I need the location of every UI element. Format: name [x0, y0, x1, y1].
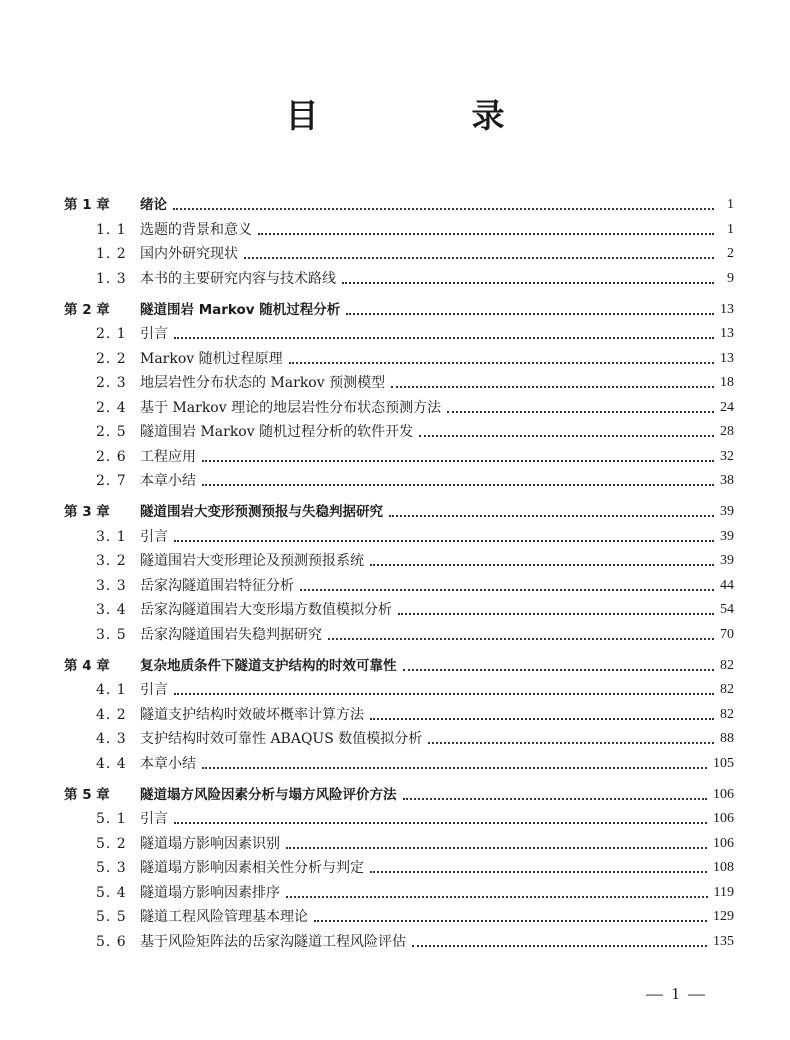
section-page: 54: [720, 602, 734, 617]
section-title: 支护结构时效可靠性 ABAQUS 数值模拟分析: [140, 731, 423, 747]
dot-leader: [202, 460, 714, 462]
section-number: 1. 2: [96, 246, 127, 262]
dot-leader: [289, 362, 714, 364]
section-title: 本书的主要研究内容与技术路线: [140, 270, 336, 287]
chapter-page: 106: [713, 786, 734, 802]
dot-leader: [300, 589, 714, 591]
chapter-title: 复杂地质条件下隧道支护结构的时效可靠性: [140, 657, 397, 674]
toc-section-row[interactable]: [64, 877, 734, 902]
section-page: 39: [720, 553, 734, 568]
toc-section-row[interactable]: [64, 926, 734, 951]
section-page: 13: [720, 350, 734, 366]
section-title: 隧道塌方影响因素相关性分析与判定: [140, 860, 364, 876]
section-number: 3. 1: [96, 528, 127, 545]
section-page: 28: [720, 424, 734, 439]
toc-section-row[interactable]: [64, 699, 734, 724]
section-title: 隧道塌方影响因素排序: [140, 884, 280, 901]
section-number: 3. 5: [96, 626, 127, 643]
dot-leader: [286, 847, 707, 849]
section-title: 隧道围岩大变形理论及预测预报系统: [140, 553, 364, 569]
dot-leader: [389, 515, 714, 517]
section-title: 岳家沟隧道围岩特征分析: [140, 577, 294, 594]
dot-leader: [258, 233, 714, 235]
toc-section-row[interactable]: [64, 466, 734, 491]
dot-leader: [174, 822, 707, 824]
section-title: 隧道塌方影响因素识别: [140, 835, 280, 852]
dot-leader: [370, 718, 714, 720]
section-page: 135: [713, 933, 734, 949]
section-page: 106: [713, 835, 734, 851]
toc-chapter-row[interactable]: [64, 490, 734, 521]
chapter-title: 隧道塌方风险因素分析与塌方风险评价方法: [140, 786, 397, 803]
toc-section-row[interactable]: [64, 546, 734, 571]
section-page: 129: [713, 909, 734, 924]
section-number: 4. 4: [96, 755, 127, 772]
section-number: 4. 2: [96, 706, 127, 723]
dot-leader: [391, 386, 714, 388]
toc-section-row[interactable]: [64, 619, 734, 644]
dot-leader: [173, 208, 714, 210]
section-number: 1. 3: [96, 270, 127, 287]
dot-leader: [174, 693, 714, 695]
dot-leader: [346, 313, 714, 315]
section-number: 2. 5: [96, 424, 127, 440]
chapter-title: 隧道围岩大变形预测预报与失稳判据研究: [140, 504, 383, 520]
chapter-page: 13: [720, 301, 734, 317]
dot-leader: [370, 871, 707, 873]
section-title: 引言: [140, 682, 168, 698]
toc-section-row[interactable]: [64, 675, 734, 700]
table-of-contents: [64, 190, 734, 951]
toc-section-row[interactable]: [64, 343, 734, 368]
section-number: 5. 3: [96, 860, 127, 876]
toc-section-row[interactable]: [64, 828, 734, 853]
section-number: 2. 7: [96, 473, 127, 489]
section-number: 5. 6: [96, 933, 127, 950]
section-number: 5. 1: [96, 811, 127, 827]
section-title: 本章小结: [140, 473, 196, 489]
section-page: 18: [720, 375, 734, 390]
chapter-page: 1: [727, 197, 734, 212]
section-page: 9: [727, 270, 734, 286]
dot-leader: [370, 564, 714, 566]
section-title: 地层岩性分布状态的 Markov 预测模型: [140, 375, 386, 391]
dot-leader: [202, 484, 714, 486]
section-number: 5. 2: [96, 835, 127, 852]
dot-leader: [286, 896, 708, 898]
toc-section-row[interactable]: [64, 417, 734, 442]
section-title: 引言: [140, 528, 168, 545]
section-title: 工程应用: [140, 448, 196, 465]
section-page: 39: [720, 528, 734, 544]
section-page: 105: [713, 755, 734, 771]
dot-leader: [447, 411, 714, 413]
toc-section-row[interactable]: [64, 214, 734, 239]
toc-section-row[interactable]: [64, 319, 734, 344]
chapter-page: 39: [720, 504, 734, 519]
section-page: 32: [720, 448, 734, 464]
section-number: 3. 2: [96, 553, 127, 569]
dot-leader: [342, 282, 714, 284]
section-page: 82: [720, 682, 734, 697]
toc-section-row[interactable]: [64, 239, 734, 264]
section-page: 44: [720, 577, 734, 593]
toc-section-row[interactable]: [64, 724, 734, 749]
dot-leader: [412, 945, 707, 947]
section-page: 82: [720, 706, 734, 722]
chapter-number: 第 5 章: [64, 786, 110, 803]
section-number: 2. 1: [96, 326, 127, 342]
dot-leader: [419, 435, 714, 437]
section-title: 基于 Markov 理论的地层岩性分布状态预测方法: [140, 399, 442, 416]
section-number: 1. 1: [96, 221, 127, 238]
dot-leader: [244, 257, 714, 259]
section-page: 13: [720, 326, 734, 341]
chapter-title: 绪论: [140, 197, 167, 213]
dot-leader: [428, 742, 714, 744]
section-number: 2. 2: [96, 350, 127, 367]
section-title: 本章小结: [140, 755, 196, 772]
toc-section-row[interactable]: [64, 748, 734, 773]
toc-section-row[interactable]: [64, 902, 734, 927]
toc-section-row[interactable]: [64, 263, 734, 288]
section-page: 88: [720, 731, 734, 746]
section-page: 108: [713, 860, 734, 875]
toc-section-row[interactable]: [64, 392, 734, 417]
toc-chapter-row[interactable]: [64, 288, 734, 319]
dot-leader: [328, 638, 714, 640]
section-title: Markov 随机过程原理: [140, 350, 283, 367]
section-page: 119: [713, 884, 734, 900]
toc-chapter-row[interactable]: [64, 644, 734, 675]
section-number: 4. 1: [96, 682, 127, 698]
dot-leader: [174, 540, 714, 542]
dot-leader: [314, 920, 707, 922]
section-title: 基于风险矩阵法的岳家沟隧道工程风险评估: [140, 933, 406, 950]
section-title: 国内外研究现状: [140, 246, 238, 262]
toc-chapter-row[interactable]: [64, 773, 734, 804]
page-title: 目 录: [285, 96, 565, 135]
section-number: 2. 3: [96, 375, 127, 391]
section-title: 隧道支护结构时效破坏概率计算方法: [140, 706, 364, 723]
section-page: 106: [713, 811, 734, 826]
page-number: — 1 —: [646, 984, 707, 1003]
chapter-page: 82: [720, 657, 734, 673]
dot-leader: [403, 669, 715, 671]
section-number: 5. 4: [96, 884, 127, 901]
section-number: 2. 6: [96, 448, 127, 465]
chapter-number: 第 3 章: [64, 504, 110, 520]
section-page: 38: [720, 473, 734, 488]
section-page: 1: [727, 221, 734, 237]
dot-leader: [202, 767, 707, 769]
toc-section-row[interactable]: [64, 521, 734, 546]
section-page: 24: [720, 399, 734, 415]
chapter-title: 隧道围岩 Markov 随机过程分析: [140, 301, 341, 318]
section-number: 3. 3: [96, 577, 127, 594]
section-title: 岳家沟隧道围岩大变形塌方数值模拟分析: [140, 602, 392, 618]
chapter-number: 第 1 章: [64, 197, 110, 213]
chapter-number: 第 4 章: [64, 657, 110, 674]
section-number: 3. 4: [96, 602, 127, 618]
toc-section-row[interactable]: [64, 853, 734, 878]
toc-section-row[interactable]: [64, 595, 734, 620]
section-title: 隧道工程风险管理基本理论: [140, 909, 308, 925]
toc-section-row[interactable]: [64, 804, 734, 829]
toc-section-row[interactable]: [64, 441, 734, 466]
toc-section-row[interactable]: [64, 570, 734, 595]
dot-leader: [403, 798, 708, 800]
section-title: 隧道围岩 Markov 随机过程分析的软件开发: [140, 424, 414, 440]
dot-leader: [398, 613, 714, 615]
chapter-number: 第 2 章: [64, 301, 110, 318]
toc-section-row[interactable]: [64, 368, 734, 393]
section-page: 70: [720, 626, 734, 642]
section-number: 2. 4: [96, 399, 127, 416]
section-number: 5. 5: [96, 909, 127, 925]
section-page: 2: [727, 246, 734, 261]
toc-chapter-row[interactable]: [64, 190, 734, 214]
section-title: 引言: [140, 326, 168, 342]
section-title: 选题的背景和意义: [140, 221, 252, 238]
section-title: 岳家沟隧道围岩失稳判据研究: [140, 626, 322, 643]
section-title: 引言: [140, 811, 168, 827]
dot-leader: [174, 337, 714, 339]
section-number: 4. 3: [96, 731, 127, 747]
